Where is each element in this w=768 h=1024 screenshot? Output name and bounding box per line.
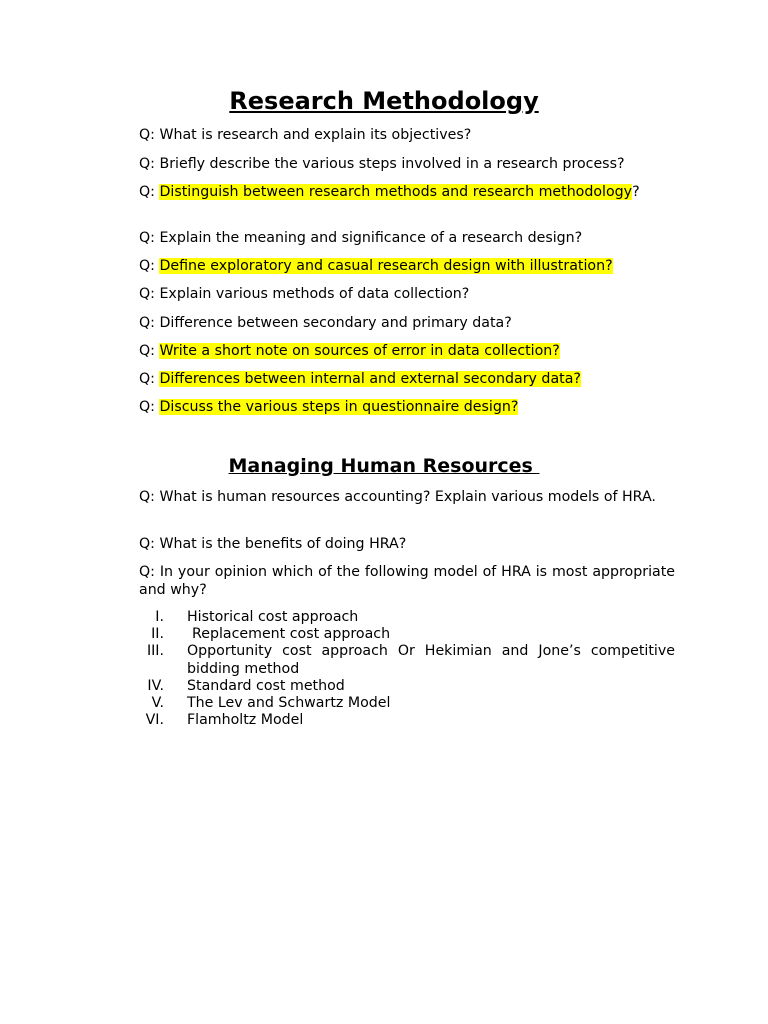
- list-item: IV. Standard cost method: [147, 677, 345, 694]
- list-item: I. Historical cost approach: [155, 609, 359, 625]
- list-item: V. The Lev and Schwartz Model: [151, 695, 391, 712]
- question-5: Q: Define exploratory and casual research design with illustration?: [139, 258, 613, 274]
- highlighted-text: Write a short note on sources of error in data collection?: [159, 343, 560, 359]
- highlighted-text: Differences between internal and external secondary data?: [159, 371, 581, 387]
- question-3: Q: Distinguish between research methods and research methodology?: [139, 184, 640, 200]
- question-9: Q: Differences between internal and external secondary data?: [139, 371, 581, 387]
- list-item: III. Opportunity cost approach Or Hekimian and Jone’s competitive bidding method: [146, 643, 675, 677]
- question-11: Q: What is human resources accounting? Explain various models of HRA.: [139, 489, 656, 505]
- highlighted-text: Define exploratory and casual research design with illustration?: [159, 258, 613, 274]
- highlighted-text: Distinguish between research methods and research methodology: [159, 184, 633, 200]
- hra-models-list: [139, 609, 675, 729]
- list-item: II. Replacement cost approach: [151, 626, 391, 643]
- question-6: Q: Explain various methods of data collection?: [139, 286, 470, 302]
- section-title-research-methodology: Research Methodology: [229, 87, 539, 115]
- question-8: Q: Write a short note on sources of error in data collection?: [139, 343, 560, 359]
- question-1: Q: What is research and explain its objectives?: [139, 127, 472, 143]
- question-2: Q: Briefly describe the various steps involved in a research process?: [139, 156, 625, 172]
- question-13: Q: In your opinion which of the following model of HRA is most appropriate and why?: [139, 564, 675, 598]
- question-10: Q: Discuss the various steps in questionnaire design?: [139, 399, 519, 415]
- question-7: Q: Difference between secondary and primary data?: [139, 315, 512, 331]
- section-title-managing-human-resources: Managing Human Resources: [228, 455, 540, 477]
- highlighted-text: Discuss the various steps in questionnaire design?: [159, 399, 519, 415]
- list-item: VI. Flamholtz Model: [145, 712, 304, 729]
- question-12: Q: What is the benefits of doing HRA?: [139, 536, 407, 552]
- question-4: Q: Explain the meaning and significance of a research design?: [139, 230, 583, 246]
